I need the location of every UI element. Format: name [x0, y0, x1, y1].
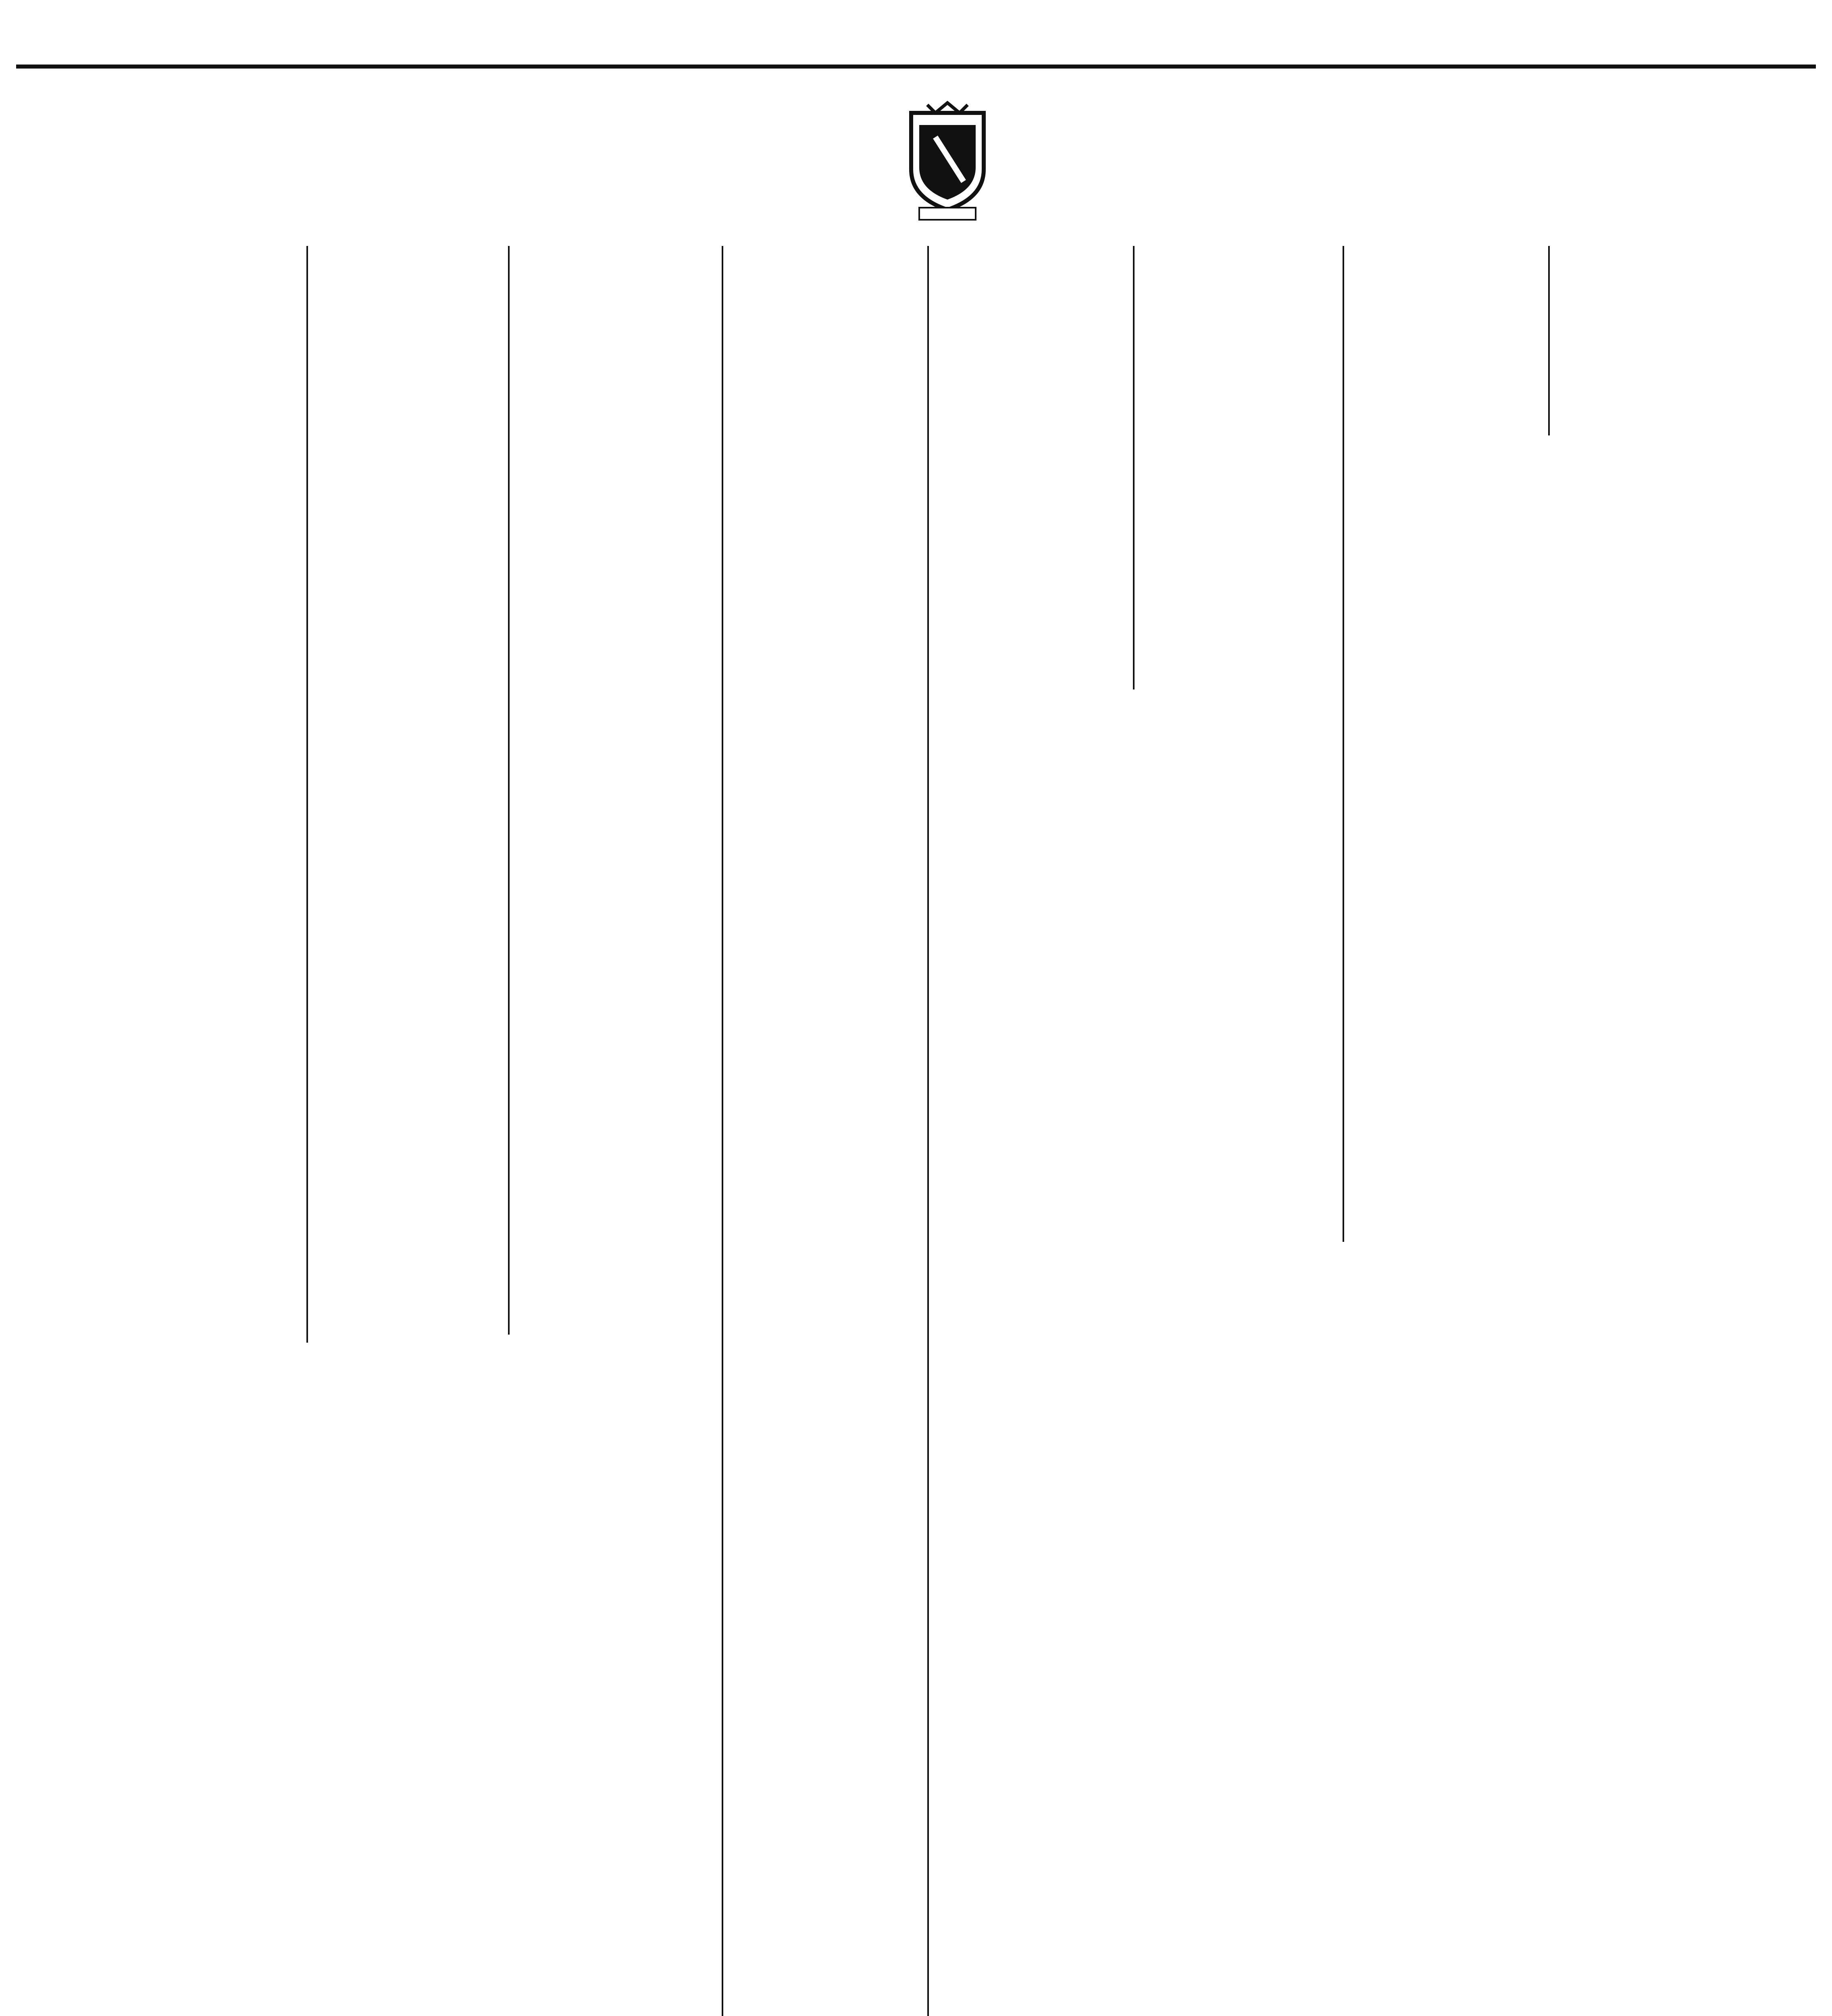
- column-despachos: [93, 246, 298, 257]
- column-rule: [927, 246, 929, 2016]
- column-rule: [722, 246, 723, 2016]
- column-rule: [508, 246, 510, 1335]
- column-rule: [1343, 246, 1344, 1242]
- column-rule: [1133, 246, 1135, 689]
- column-rule: [306, 246, 308, 1343]
- masthead: [464, 93, 1431, 238]
- crest-icon: [903, 101, 992, 222]
- top-bar: [16, 16, 1816, 69]
- column-rule: [1548, 246, 1550, 435]
